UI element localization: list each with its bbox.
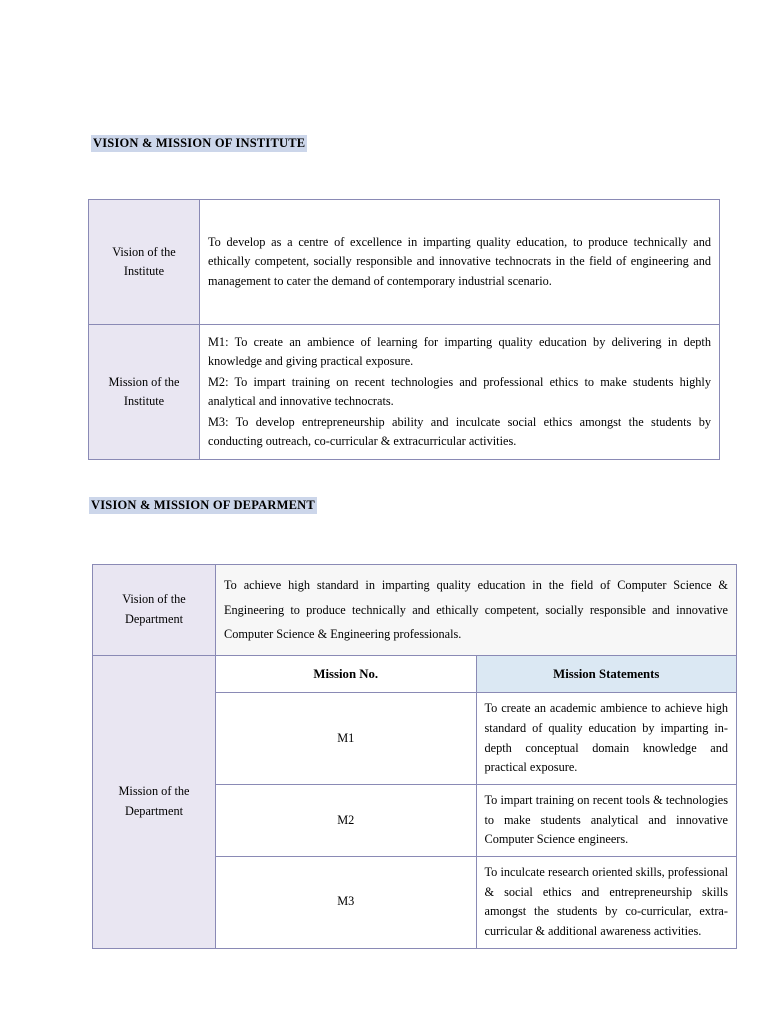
department-section-heading: VISION & MISSION OF DEPARMENT — [91, 498, 315, 512]
department-vision-text: To achieve high standard in imparting quality education in the field of Computer Science & Engineering to produce technically and ethically competent, socially responsible and innovative Computer Science & Engineering professionals. — [216, 565, 737, 656]
institute-mission-m2: M2: To impart training on recent technologies and professional ethics to make students highly analytical and innovative technocrats. — [208, 374, 711, 408]
institute-section-heading: VISION & MISSION OF INSTITUTE — [93, 136, 306, 150]
column-header-mission-no: Mission No. — [216, 655, 477, 692]
table-row — [89, 325, 720, 460]
institute-vision-cell — [200, 200, 720, 325]
table-header-row — [93, 655, 737, 692]
institute-vision-label: Vision of the Institute — [89, 200, 200, 325]
institute-mission-m1: M1: To create an ambience of learning for imparting quality education by delivering in depth knowledge and giving practical exposure. — [208, 334, 711, 368]
institute-vision-text: To develop as a centre of excellence in imparting quality education, to produce technically and ethically competent, socially responsible and innovative technocrats in the field of engineering and management to cater the demand of contemporary industrial scenario. — [208, 235, 711, 288]
institute-mission-label: Mission of the Institute — [89, 325, 200, 460]
institute-mission-cell — [200, 325, 720, 460]
department-section-heading-wrap — [89, 496, 317, 514]
department-mission-label: Mission of the Department — [93, 655, 216, 948]
mission-no-m2: M2 — [216, 784, 477, 856]
institute-mission-m3: M3: To develop entrepreneurship ability and inculcate social ethics amongst the students by conducting outreach, co-curricular & extracurricular activities. — [208, 415, 711, 449]
mission-statement-m1: To create an academic ambience to achieve high standard of quality education by imparting in-depth conceptual domain knowledge and practical exposure. — [476, 693, 737, 785]
table-row — [89, 200, 720, 325]
mission-no-m1: M1 — [216, 693, 477, 785]
column-header-mission-statements: Mission Statements — [476, 655, 737, 692]
institute-section-heading-wrap — [91, 134, 307, 152]
mission-statement-m3: To inculcate research oriented skills, professional & social ethics and entrepreneurship skills amongst the students by co-curricular, extra-curricular & additional awareness activities. — [476, 856, 737, 948]
table-row — [93, 565, 737, 656]
mission-no-m3: M3 — [216, 856, 477, 948]
mission-statement-m2: To impart training on recent tools & technologies to make students analytical and innovative Computer Science engineers. — [476, 784, 737, 856]
department-vision-label: Vision of the Department — [93, 565, 216, 656]
department-vision-mission-table — [92, 564, 737, 949]
institute-vision-mission-table — [88, 199, 720, 460]
